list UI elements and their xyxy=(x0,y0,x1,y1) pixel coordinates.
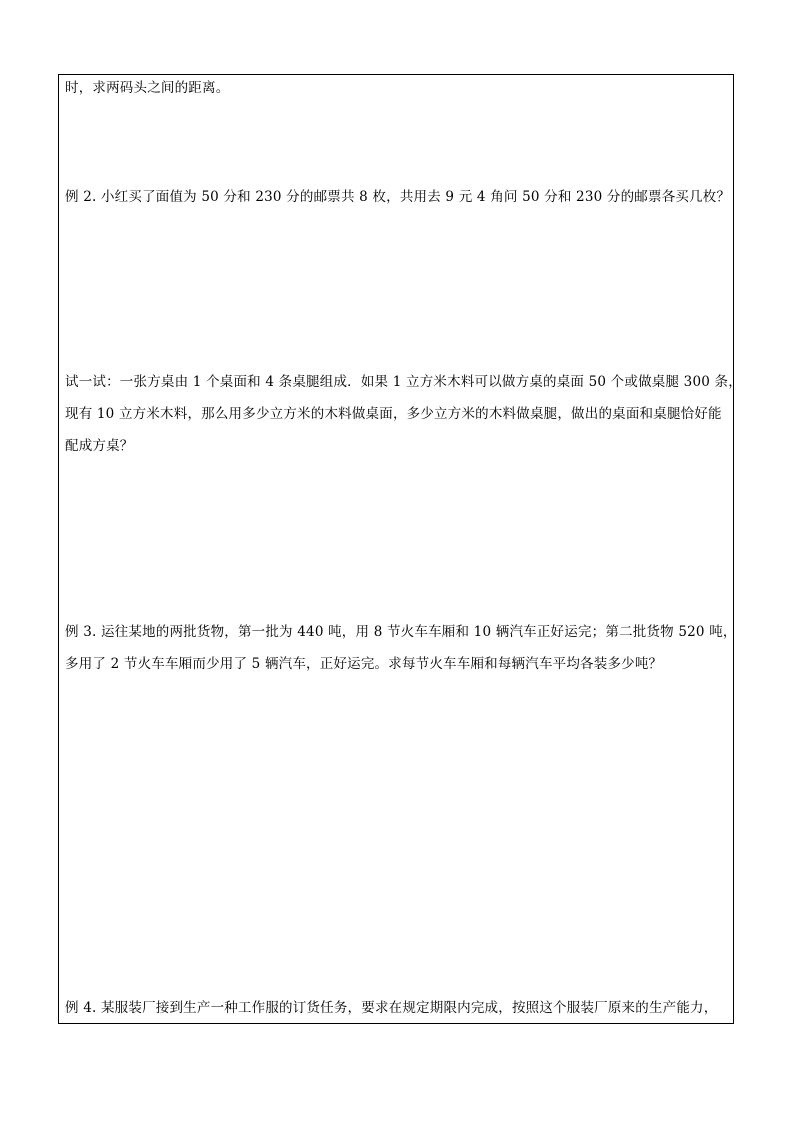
content-frame xyxy=(58,74,734,1024)
text-line-1: 时，求两码头之间的距离。 xyxy=(65,80,230,96)
try-it-line-1: 试一试：一张方桌由 1 个桌面和 4 条桌腿组成．如果 1 立方米木料可以做方桌的桌面 50 个或做桌腿 300 条， xyxy=(65,374,742,390)
example-2-text: 例 2. 小红买了面值为 50 分和 230 分的邮票共 8 枚，共用去 9 元 4 角问 50 分和 230 分的邮票各买几枚？ xyxy=(65,189,731,205)
try-it-line-2: 现有 10 立方米木料，那么用多少立方米的木料做桌面，多少立方米的木料做桌腿，做出的桌面和桌腿恰好能 xyxy=(65,406,722,422)
example-3-line-1: 例 3. 运往某地的两批货物，第一批为 440 吨，用 8 节火车车厢和 10 辆汽车正好运完；第二批货物 520 吨， xyxy=(65,624,737,640)
try-it-line-3: 配成方桌？ xyxy=(65,438,134,454)
example-3-line-2: 多用了 2 节火车车厢而少用了 5 辆汽车，正好运完。求每节火车车厢和每辆汽车平均各装多少吨？ xyxy=(65,656,663,672)
example-4-line-1: 例 4. 某服装厂接到生产一种工作服的订货任务，要求在规定期限内完成，按照这个服装厂原来的生产能力， xyxy=(65,1000,718,1016)
